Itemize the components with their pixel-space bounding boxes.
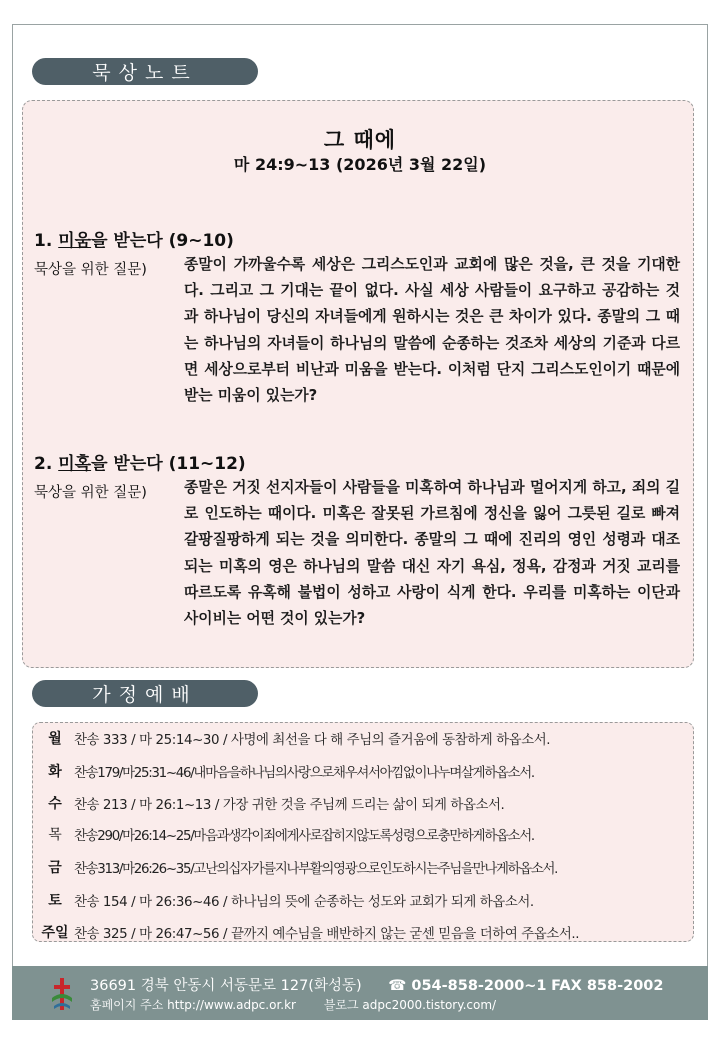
footer-fax: FAX 858-2002 [551, 978, 664, 994]
section-2-number: 2. [34, 454, 53, 474]
worship-row-fri [36, 855, 557, 879]
day-reading: 찬송 154 / 마 26:36~46 / 하나님의 뜻에 순종하는 성도와 교회가 되게 하옵소서. [74, 894, 534, 910]
footer-homepage-link[interactable]: 홈페이지 주소 http://www.adpc.or.kr [90, 998, 296, 1012]
footer-phone: ☎ 054-858-2000~1 [388, 978, 547, 994]
section-1-question-body: 종말이 가까울수록 세상은 그리스도인과 교회에 많은 것을, 큰 것을 기대한다. 그리고 그 기대는 끝이 없다. 사실 세상 사람들이 요구하고 공감하는 것과 하나님이 당신의 자녀들에게 원하시는 것은 큰 차이가 있다. 종말의 그 때는 하나님의 자녀들이 하나님의 말씀에 순종하는 것조차 세상의 기준과 다르면 세상으로부터 비난과 미움을 받는다. 이처럼 단지 그리스도인이기 때문에 받는 미움이 있는가? [184, 256, 680, 405]
meditation-note-banner [32, 58, 258, 85]
day-reading: 찬송179/마25:31~46/내마음을하나님의사랑으로채우셔서아낌없이나누며살게하옵소서. [74, 765, 534, 781]
sermon-title: 그 때에 [323, 128, 397, 152]
section-2-heading [34, 449, 246, 474]
worship-row-wed [36, 791, 504, 815]
footer-blog-link[interactable]: 블로그 adpc2000.tistory.com/ [323, 998, 497, 1012]
family-worship-label: 가정예배 [92, 684, 198, 706]
day-label: 월 [48, 731, 62, 747]
worship-row-sat [36, 888, 534, 912]
day-label: 토 [48, 893, 62, 909]
day-label: 수 [48, 796, 62, 812]
worship-row-tue [36, 759, 534, 783]
meditation-note-label: 묵상노트 [92, 62, 198, 84]
day-reading: 찬송290/마26:14~25/마음과생각이죄에게사로잡히지않도록성령으로충만하게하옵소서. [74, 828, 534, 844]
section-1-heading-rest: 을 받는다 (9~10) [91, 231, 234, 251]
section-1-keyword: 미움 [58, 231, 92, 251]
day-reading: 찬송 325 / 마 26:47~56 / 끝까지 예수님을 배반하지 않는 굳센 믿음을 더하여 주옵소서.. [74, 926, 580, 942]
footer-address: 36691 경북 안동시 서동문로 127(화성동) [90, 978, 362, 994]
section-2-question-label: 묵상을 위한 질문) [34, 485, 147, 501]
footer-web-line [90, 996, 496, 1013]
section-1-number: 1. [34, 231, 53, 251]
section-2-keyword: 미혹 [58, 454, 92, 474]
family-worship-banner [32, 680, 258, 707]
scripture-reference: 마 24:9~13 (2026년 3월 22일) [233, 155, 487, 174]
worship-row-thu [36, 822, 534, 846]
section-1-question-label: 묵상을 위한 질문) [34, 262, 147, 278]
day-reading: 찬송 213 / 마 26:1~13 / 가장 귀한 것을 주님께 드리는 삶이 되게 하옵소서. [74, 797, 505, 813]
day-reading: 찬송313/마26:26~35/고난의십자가를지나부활의영광으로인도하시는주님을만나게하옵소서. [74, 861, 558, 877]
worship-row-mon [36, 726, 550, 750]
section-2-question-body: 종말은 거짓 선지자들이 사람들을 미혹하여 하나님과 멀어지게 하고, 죄의 길로 인도하는 때이다. 미혹은 잘못된 가르침에 정신을 잃어 그릇된 길로 빠져 갈팡질팡하게 되는 것을 의미한다. 종말의 그 때에 진리의 영인 성령과 대조되는 미혹의 영은 하나님의 말씀 대신 자기 욕심, 정욕, 감정과 거짓 교리를 따르도록 유혹해 불법이 성하고 사랑이 식게 한다. 우리를 미혹하는 이단과 사이비는 어떤 것이 있는가? [184, 479, 680, 628]
section-2-heading-rest: 을 받는다 (11~12) [91, 454, 246, 474]
section-1-heading [34, 226, 234, 251]
worship-row-sun [36, 920, 579, 944]
footer-contact-line [90, 974, 663, 995]
day-label: 화 [48, 764, 62, 780]
day-label: 금 [48, 860, 62, 876]
church-logo-icon [50, 976, 74, 1012]
day-label: 주일 [41, 925, 69, 941]
day-reading: 찬송 333 / 마 25:14~30 / 사명에 최선을 다 해 주님의 즐거움에 동참하게 하옵소서. [74, 732, 551, 748]
day-label: 목 [48, 827, 62, 843]
